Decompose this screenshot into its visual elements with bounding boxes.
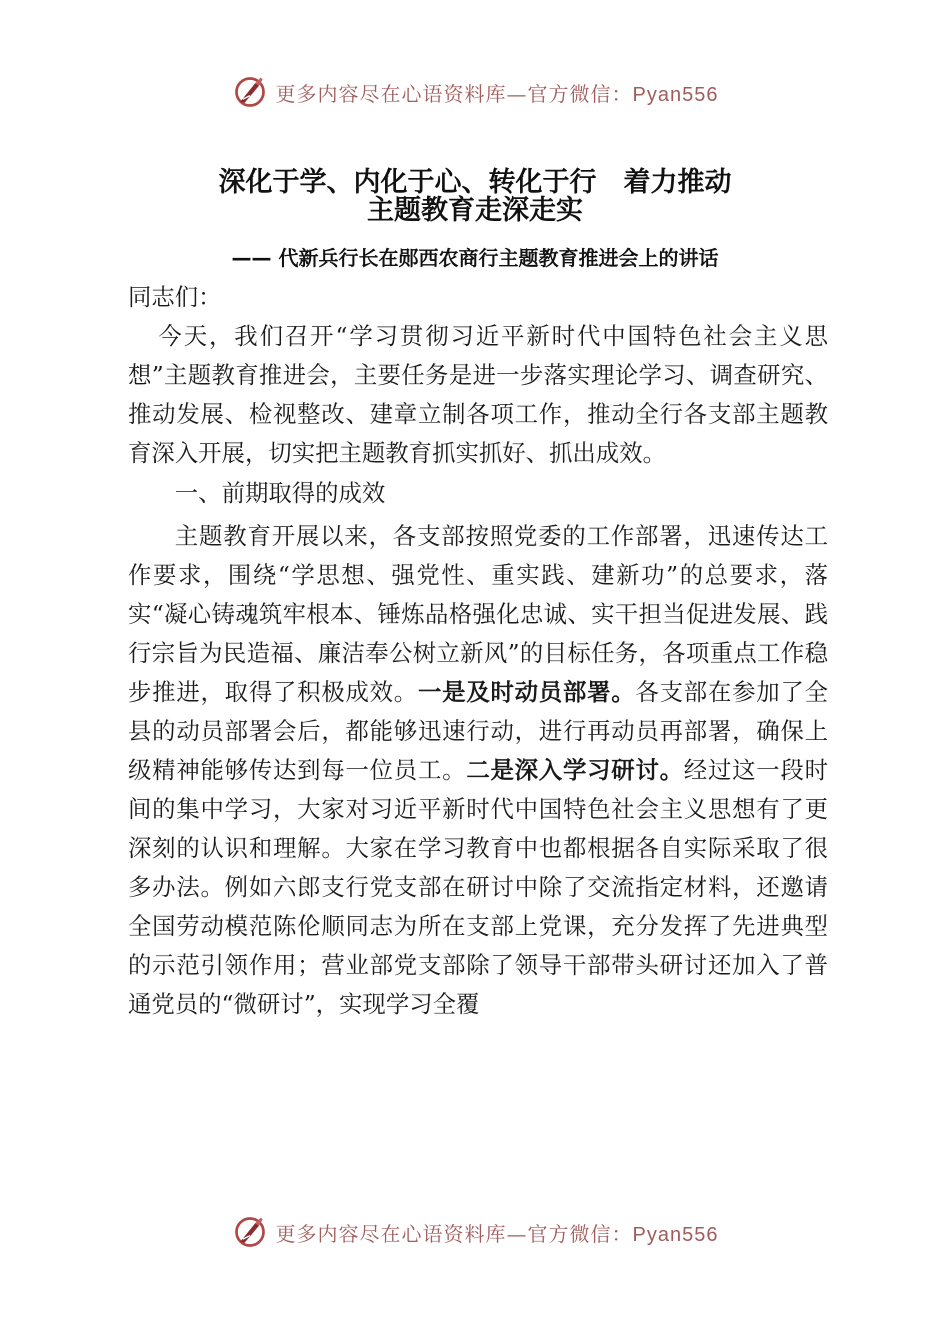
highlight-mobilization: 一是及时动员部署。 (417, 678, 636, 706)
highlight-study: 二是深入学习研讨。 (466, 756, 684, 784)
banner-slogan: 更多内容尽在心语资料库 (275, 81, 507, 106)
banner-text (276, 78, 719, 107)
footer-banner (0, 1210, 950, 1254)
banner-wechat-id: Pyan556 (632, 83, 719, 106)
banner-slogan: 更多内容尽在心语资料库 (275, 1221, 507, 1246)
banner-dash: — (506, 1221, 528, 1246)
paragraph-achievements-text-c: 各支部在参加了全县的动员部署会后，都能够迅速行动，进行再动员再部署，确保上级精神能够传达到每一位员工。 (128, 678, 829, 784)
paragraph-achievements-text-e: 经过这一段时间的集中学习，大家对习近平新时代中国特色社会主义思想有了更深刻的认识和理解。大家在学习教育中也都根据各自实际采取了很多办法。例如六郎支行党支部在研讨中除了交流指定材料，还邀请全国劳动模范陈伦顺同志为所在支部上党课，充分发挥了先进典型的示范引领作用；营业部党支部除了领导干部带头研讨还加入了普通党员的“微研讨”，实现学习全覆 (128, 756, 829, 1018)
paragraph-intro: 今天，我们召开“学习贯彻习近平新时代中国特色社会主义思想”主题教育推进会，主要任务是进一步落实理论学习、调查研究、推动发展、检视整改、建章立制各项工作，推动全行各支部主题教育深入开展，切实把主题教育抓实抓好、抓出成效。 (128, 322, 828, 467)
banner-wechat-label: 官方微信： (527, 81, 633, 106)
header-banner (0, 70, 950, 114)
document-subtitle: —— 代新兵行长在郧西农商行主题教育推进会上的讲话 (231, 246, 719, 270)
paragraph-achievements-text-a: 主题教育开展以来，各支部按照党委的工作部署，迅速传达工作要求，围绕“学思想、强党性、重实践、建新功”的总要求，落实“凝心铸魂筑牢根本、锤炼品格强化忠诚、实干担当促进发展、践行宗旨为民造福、廉洁奉公树立新风”的目标任务，各项重点工作稳步推进，取得了积极成效。 (128, 522, 828, 706)
quill-pen-logo-icon (232, 1214, 268, 1250)
document-title-line2: 主题教育走深走实 (367, 195, 583, 226)
banner-wechat-id: Pyan556 (632, 1223, 719, 1246)
banner-wechat-label: 官方微信： (527, 1221, 633, 1246)
salutation: 同志们： (128, 283, 222, 311)
document-title-line1: 深化于学、内化于心、转化于行 着力推动 (218, 167, 732, 198)
paragraph-achievements (128, 517, 828, 1024)
banner-text (276, 1218, 719, 1247)
document-body (128, 278, 828, 1024)
section-heading-1: 一、前期取得的成效 (174, 479, 386, 507)
banner-dash: — (506, 81, 528, 106)
quill-pen-logo-icon (232, 74, 268, 110)
